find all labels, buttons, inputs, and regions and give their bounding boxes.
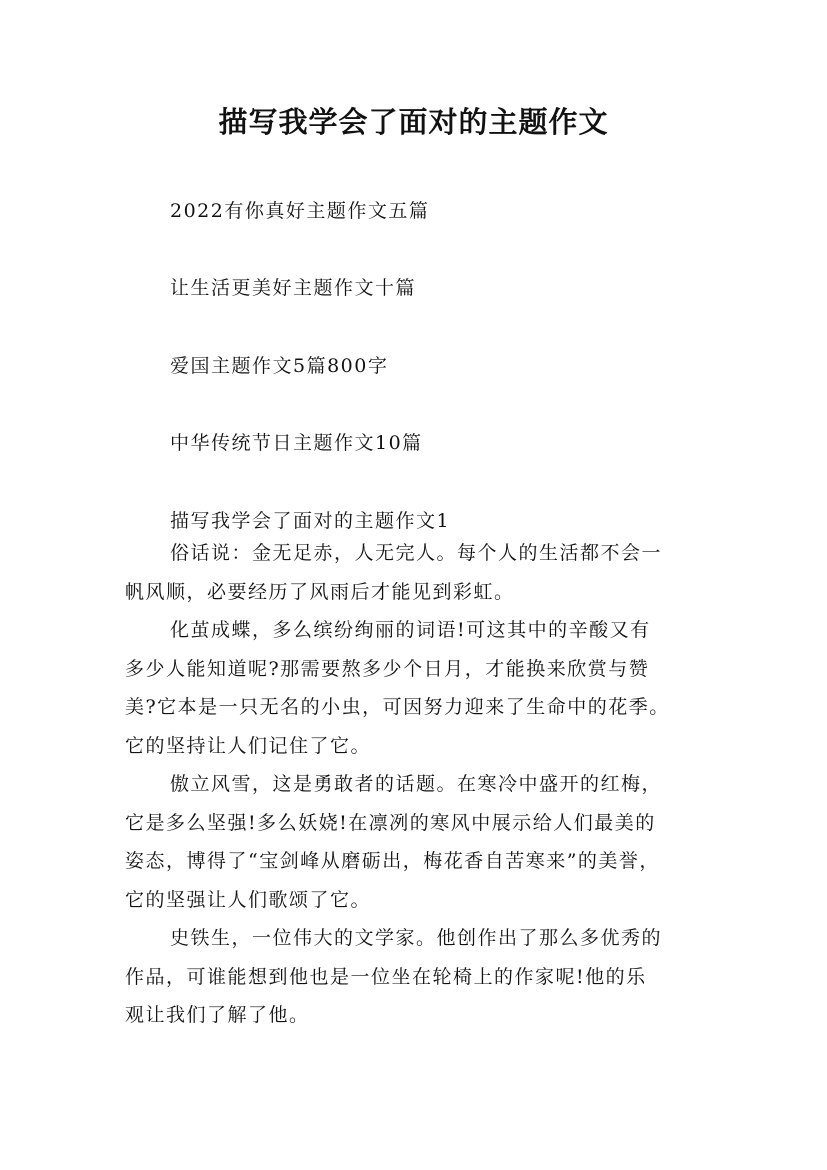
paragraph-line: 作品，可谁能想到他也是一位坐在轮椅上的作家呢!他的乐 [125, 965, 647, 988]
paragraph-line: 俗话说：金无足赤，人无完人。每个人的生活都不会一 [170, 542, 663, 564]
related-article-link[interactable]: 2022有你真好主题作文五篇 [170, 200, 430, 222]
document-title: 描写我学会了面对的主题作文 [218, 105, 609, 139]
paragraph-line: 姿态，博得了“宝剑峰从磨砺出，梅花香自苦寒来”的美誉， [125, 850, 660, 872]
paragraph-line: 它的坚持让人们记住了它。 [125, 734, 372, 757]
paragraph-line: 史铁生，一位伟大的文学家。他创作出了那么多优秀的 [170, 927, 663, 949]
essay-paragraph [125, 541, 700, 618]
paragraph-line: 傲立风雪，这是勇敢者的话题。在寒冷中盛开的红梅， [170, 773, 663, 795]
paragraph-line: 化茧成蝶，多么缤纷绚丽的词语!可这其中的辛酸又有 [170, 619, 651, 641]
paragraph-line: 观让我们了解了他。 [125, 1004, 310, 1026]
paragraph-line: 美?它本是一只无名的小虫，可因努力迎来了生命中的花季。 [125, 696, 670, 718]
related-article-link[interactable]: 让生活更美好主题作文十篇 [170, 277, 417, 299]
essay-body [125, 509, 700, 1042]
related-article-link[interactable]: 中华传统节日主题作文10篇 [170, 432, 423, 454]
essay-paragraph [125, 772, 700, 926]
paragraph-line: 它的坚强让人们歌颂了它。 [125, 888, 372, 911]
essay-paragraph [125, 618, 700, 772]
paragraph-line: 多少人能知道呢?那需要熬多少个日月，才能换来欣赏与赞 [125, 657, 650, 680]
paragraph-line: 帆风顺，必要经历了风雨后才能见到彩虹。 [125, 580, 515, 603]
essay-heading: 描写我学会了面对的主题作文1 [170, 510, 451, 532]
essay-paragraph [125, 926, 700, 1042]
related-article-link[interactable]: 爱国主题作文5篇800字 [170, 355, 389, 377]
paragraph-line: 它是多么坚强!多么妖娆!在凛冽的寒风中展示给人们最美的 [125, 811, 656, 834]
